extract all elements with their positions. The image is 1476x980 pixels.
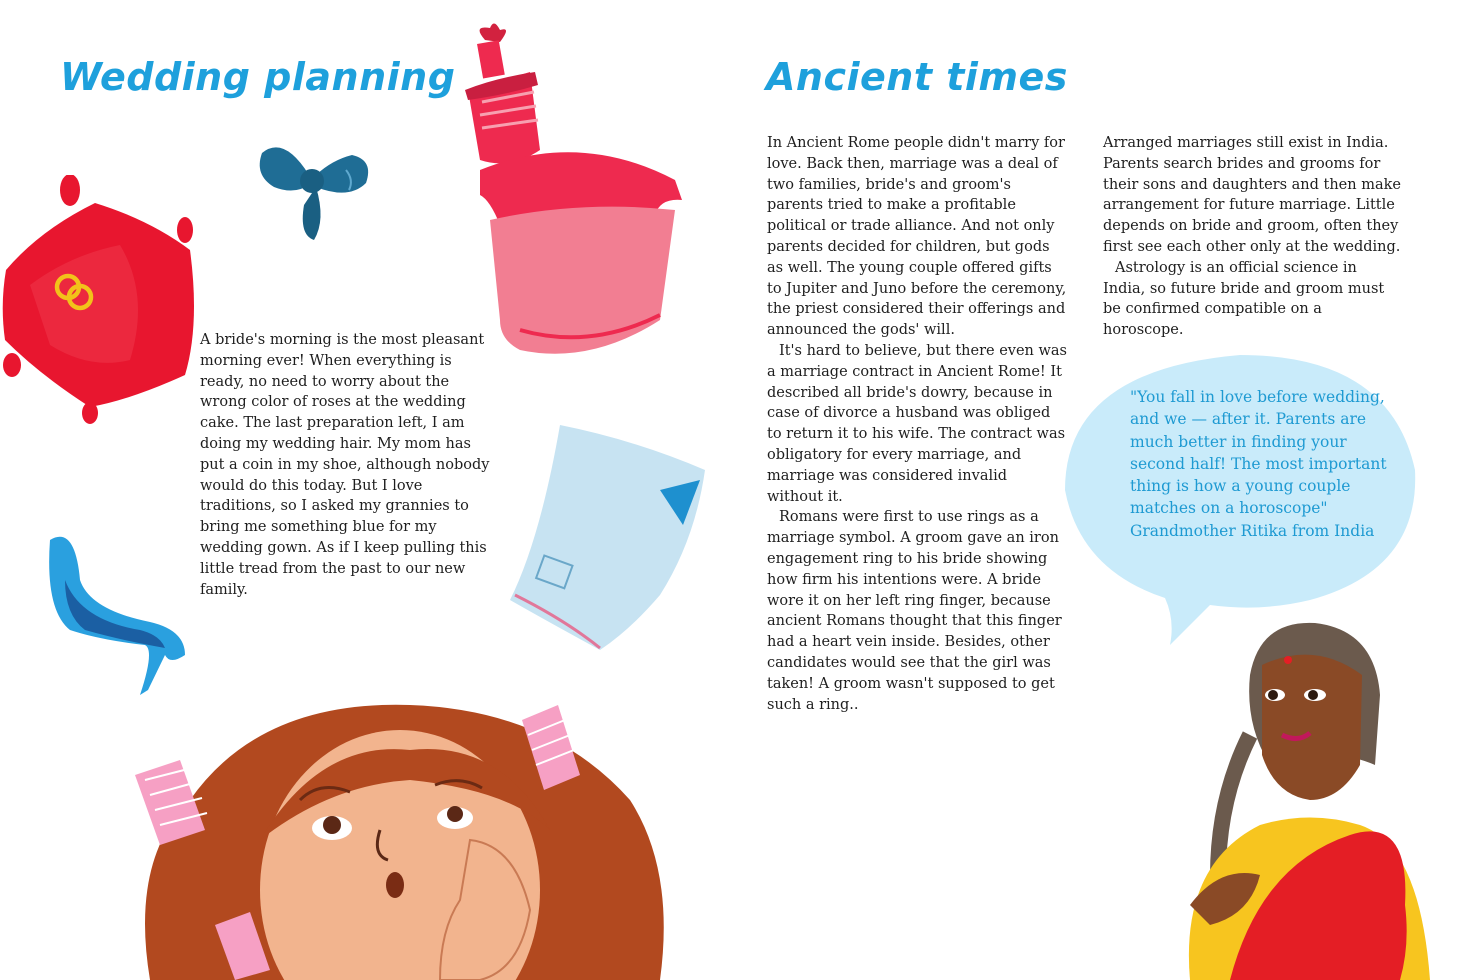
paragraph-arranged-marriages: Arranged marriages still exist in India. Parents search brides and grooms for their sons and daughters and then make arrangement for future marriage. Little depends on bride and groom, often they first see each other only at the wedding. — [1103, 135, 1401, 255]
ancient-rome-column — [767, 133, 1067, 715]
heading-wedding-planning: Wedding planning — [60, 55, 456, 99]
paragraph-astrology: Astrology is an official science in India, so future bride and groom must be confirmed compatible on a horoscope. — [1103, 259, 1385, 339]
girl-with-curlers-illustration — [110, 680, 690, 980]
bow-tie-illustration — [254, 125, 374, 245]
envelope-illustration — [505, 420, 715, 660]
paragraph-rome-marriage: In Ancient Rome people didn't marry for love. Back then, marriage was a deal of two families, bride's and groom's parents tried to make a profitable political or trade alliance. And not only parents decided for children, but gods as well. The young couple offered gifts to Jupiter and Juno before the ceremony, the priest considered their offerings and announced the gods' will. — [767, 135, 1067, 339]
india-column — [1103, 133, 1403, 341]
paragraph-marriage-contract: It's hard to believe, but there even was a marriage contract in Ancient Rome! It described all bride's dowry, because in case of divorce a husband was obliged to return it to his wife. The contract was obligatory for every marriage, and marriage was considered invalid without it. — [767, 342, 1067, 505]
heading-ancient-times: Ancient times — [766, 55, 1068, 99]
paragraph-rings: Romans were first to use rings as a marriage symbol. A groom gave an iron engagement ring to his bride showing how firm his intentions were. A bride wore it on her left ring finger, because ancient Romans thought that this finger had a heart vein inside. Besides, other candidates would see that the girl was taken! A groom wasn't supposed to get such a ring.. — [767, 509, 1062, 713]
grandmother-quote: "You fall in love before wedding, and we — after it. Parents are much better in finding your second half! The most important thing is how a young couple matches on a horoscope" Grandmother Ritika from India — [1130, 388, 1387, 540]
grandmother-ritika-illustration — [1150, 615, 1476, 980]
bride-morning-text: A bride's morning is the most pleasant morning ever! When everything is ready, no need to worry about the wrong color of roses at the wedding cake. The last preparation left, I am doing my wedding hair. My mom has put a coin in my shoe, although nobody would do this today. But I love traditions, so I asked my grannies to bring me something blue for my wedding gown. As if I keep pulling this little tread from the past to our new family. — [200, 332, 490, 598]
ring-pillow-illustration — [0, 175, 200, 425]
wedding-cake-illustration — [460, 20, 700, 370]
high-heel-shoe-illustration — [40, 530, 200, 700]
